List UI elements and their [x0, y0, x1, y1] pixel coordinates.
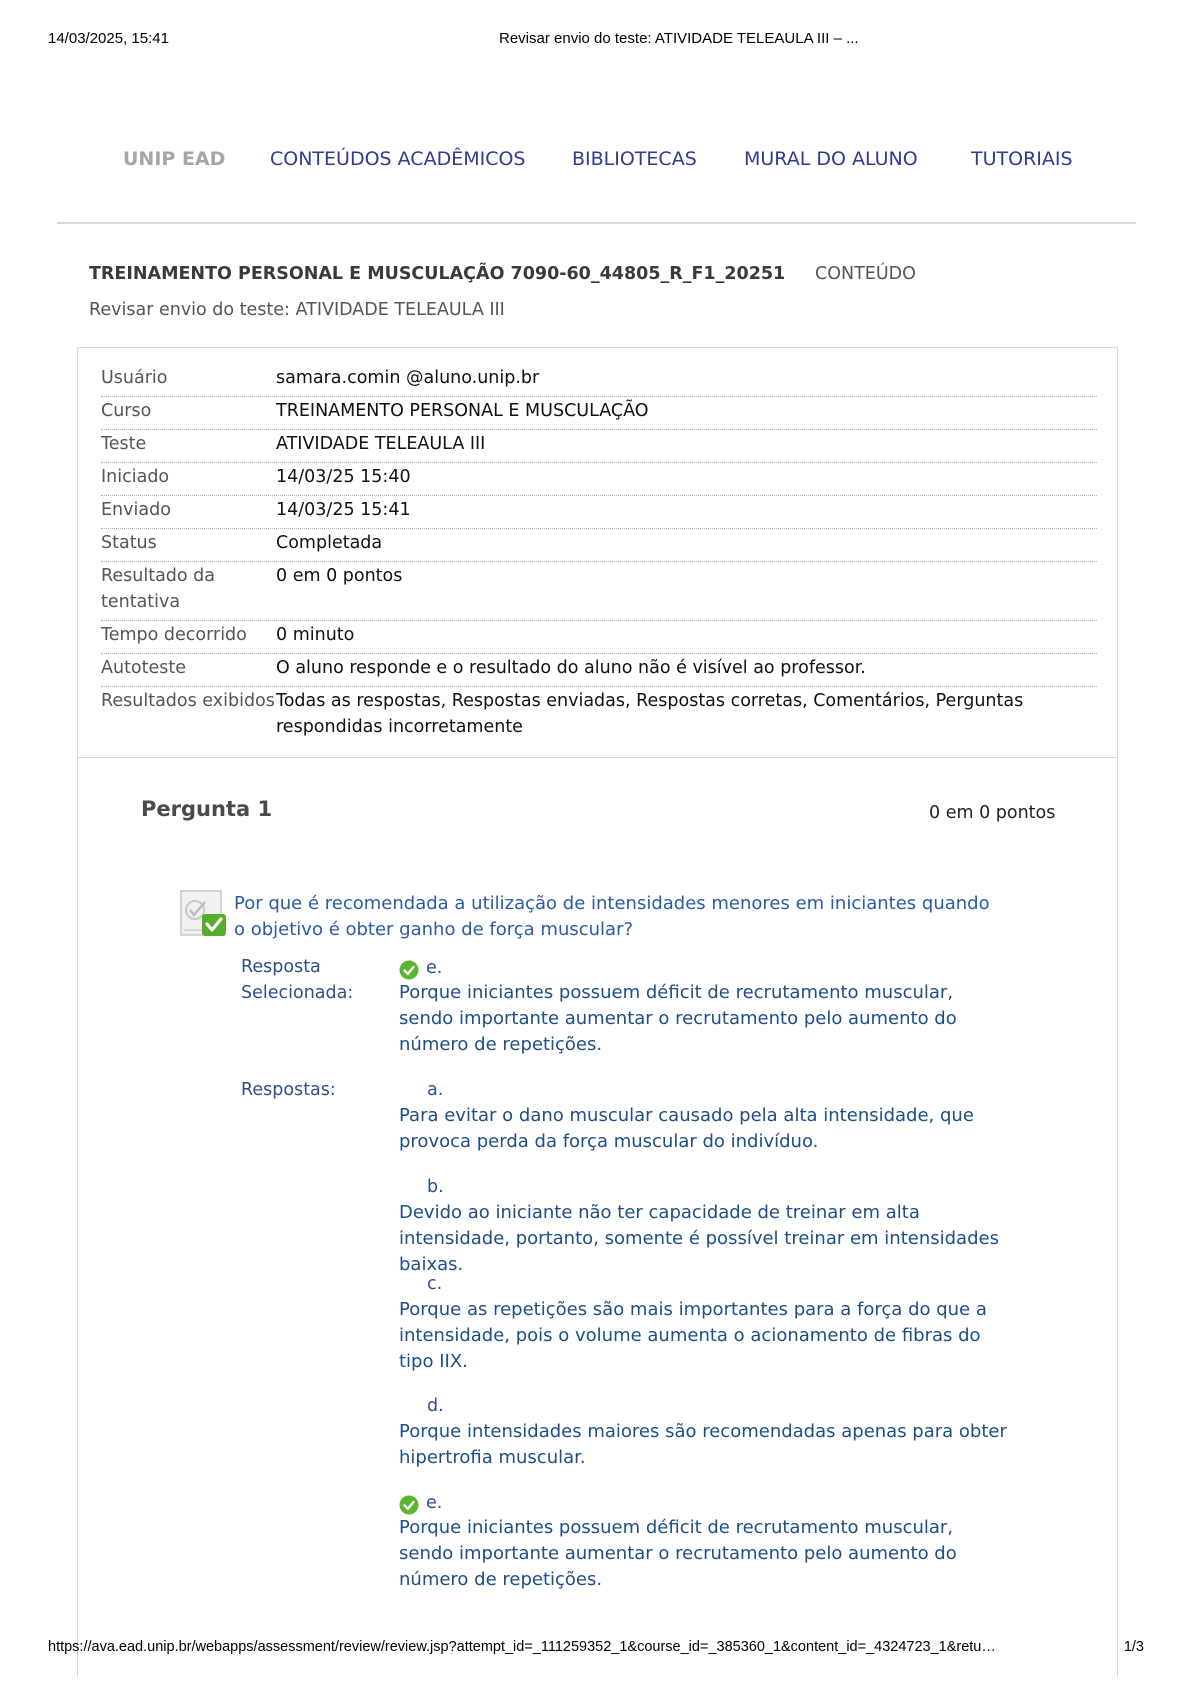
answer-option-b: Devido ao iniciante não ter capacidade de treinar em alta intensidade, portanto, somente é possível treinar em intensidades baixas. [399, 1202, 999, 1275]
nav-item-mural-do-aluno[interactable]: MURAL DO ALUNO [744, 148, 918, 170]
print-page-number: 1/3 [1123, 1639, 1144, 1655]
info-value: TREINAMENTO PERSONAL E MUSCULAÇÃO [276, 401, 649, 421]
answers-label: Respostas: [241, 1080, 336, 1100]
print-footer [0, 1639, 1192, 1659]
nav-brand-unip-ead[interactable]: UNIP EAD [123, 148, 226, 170]
question-points: 0 em 0 pontos [929, 803, 1056, 823]
info-row-autoteste [101, 655, 1097, 687]
question-text: Por que é recomendada a utilização de intensidades menores em iniciantes quando o objetivo é obter ganho de força muscular? [234, 893, 990, 940]
info-label: Status [101, 533, 157, 553]
info-label: Teste [101, 434, 147, 454]
info-value: Completada [276, 533, 383, 553]
info-row-enviado [101, 497, 1097, 529]
info-value: Todas as respostas, Respostas enviadas, Respostas corretas, Comentários, Perguntas respondidas incorretamente [276, 691, 1024, 737]
selected-answer-text: Porque iniciantes possuem déficit de recrutamento muscular, sendo importante aumentar o recrutamento pelo aumento do número de repetições. [399, 982, 957, 1055]
answer-option-c: Porque as repetições são mais importantes para a força do que a intensidade, pois o volume aumenta o acionamento de fibras do tipo IIX. [399, 1299, 987, 1372]
info-label: Iniciado [101, 467, 170, 487]
info-label: Curso [101, 401, 152, 421]
info-label: Autoteste [101, 658, 187, 678]
info-value: 0 em 0 pontos [276, 566, 403, 586]
selected-answer-label: Resposta Selecionada: [241, 957, 354, 1003]
answer-letter-b: b. [427, 1177, 444, 1197]
info-row-tempo [101, 622, 1097, 654]
print-title: Revisar envio do teste: ATIVIDADE TELEAULA III – ... [499, 30, 859, 47]
info-value: ATIVIDADE TELEAULA III [276, 434, 486, 454]
correct-check-icon [399, 960, 419, 980]
info-label: Resultados exibidos [101, 691, 275, 711]
info-value: 14/03/25 15:40 [276, 467, 411, 487]
answer-letter-a: a. [427, 1080, 444, 1100]
info-label: Enviado [101, 500, 171, 520]
print-datetime: 14/03/2025, 15:41 [48, 30, 169, 47]
info-row-usuario [101, 365, 1097, 397]
answer-option-a: Para evitar o dano muscular causado pela alta intensidade, que provoca perda da força muscular do indivíduo. [399, 1105, 974, 1152]
info-value: 0 minuto [276, 625, 355, 645]
answer-letter-c: c. [427, 1274, 443, 1294]
question-heading: Pergunta 1 [141, 797, 273, 821]
correct-check-icon [399, 1495, 419, 1515]
info-row-curso [101, 398, 1097, 430]
info-row-resultados-exibidos [101, 688, 1097, 748]
print-url: https://ava.ead.unip.br/webapps/assessment/review/review.jsp?attempt_id=_111259352_1&course_id=_385360_1&content_id=_4324723_1&retu… [48, 1639, 996, 1655]
answer-letter-e: e. [426, 1493, 443, 1513]
answer-option-e: Porque iniciantes possuem déficit de recrutamento muscular, sendo importante aumentar o recrutamento pelo aumento do número de repetições. [399, 1517, 957, 1590]
top-navigation [0, 148, 1192, 178]
info-row-resultado [101, 563, 1097, 621]
correct-question-icon [180, 890, 228, 938]
answer-letter-d: d. [427, 1396, 444, 1416]
content-link[interactable]: CONTEÚDO [815, 264, 916, 284]
answer-option-d: Porque intensidades maiores são recomendadas apenas para obter hipertrofia muscular. [399, 1421, 1007, 1468]
info-label: Usuário [101, 368, 168, 388]
info-value: O aluno responde e o resultado do aluno não é visível ao professor. [276, 658, 866, 678]
nav-item-bibliotecas[interactable]: BIBLIOTECAS [572, 148, 697, 170]
info-row-teste [101, 431, 1097, 463]
info-row-iniciado [101, 464, 1097, 496]
nav-item-conteudos-academicos[interactable]: CONTEÚDOS ACADÊMICOS [270, 148, 526, 170]
info-value: 14/03/25 15:41 [276, 500, 411, 520]
page-title: Revisar envio do teste: ATIVIDADE TELEAULA III [89, 300, 505, 320]
attempt-info-table [78, 348, 1117, 758]
nav-divider [57, 222, 1136, 224]
info-label: Tempo decorrido [101, 625, 247, 645]
info-row-status [101, 530, 1097, 562]
selected-answer-letter: e. [426, 958, 443, 978]
course-title: TREINAMENTO PERSONAL E MUSCULAÇÃO 7090-60_44805_R_F1_20251 [89, 264, 786, 284]
print-header [0, 30, 1192, 50]
nav-item-tutoriais[interactable]: TUTORIAIS [971, 148, 1073, 170]
info-label: Resultado da tentativa [101, 566, 216, 612]
info-value: samara.comin @aluno.unip.br [276, 368, 540, 388]
